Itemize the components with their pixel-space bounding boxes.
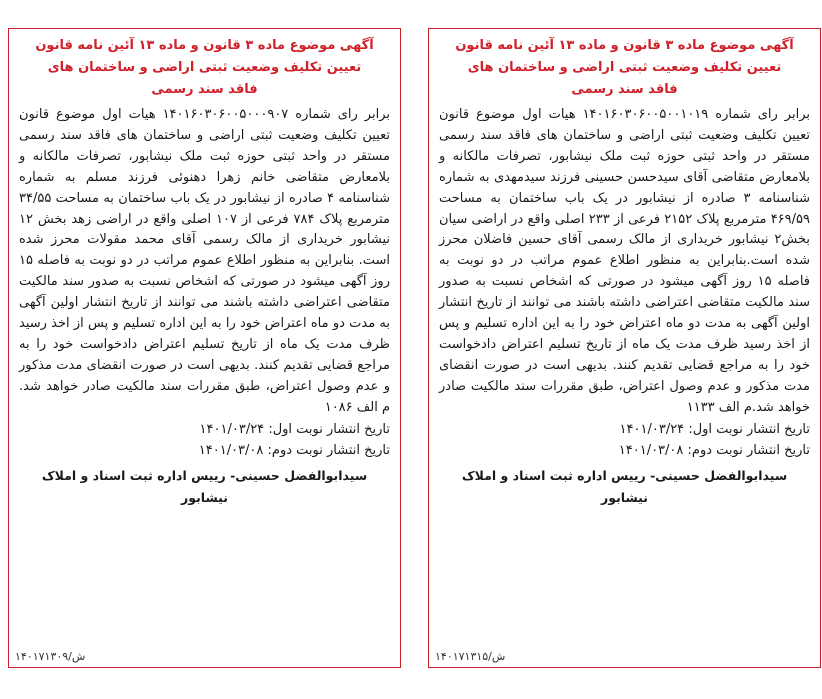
title-line-3: فاقد سند رسمی xyxy=(571,82,678,97)
date-first-label: تاریخ انتشار نوبت اول: xyxy=(268,421,390,437)
notice-body: برابر رای شماره ۱۴۰۱۶۰۳۰۶۰۰۵۰۰۱۰۱۹ هیات اول موضوع قانون تعیین تکلیف وضعیت ثبتی اراضی و ساختمان های فاقد سند رسمی مستقر در واحد ثبتی حوزه ثبت ملک نیشابور، تصرفات مالکانه و بلامعارض متقاضی آقای سیدحسن حسینی فرزند سیدمهدی به شماره شناسنامه ۳ صادره از نیشابور در یک باب ساختمان به مساحت ۴۶۹/۵۹ مترمربع پلاک ۲۱۵۲ فرعی از ۲۳۳ اصلی واقع در اراضی سیان بخش۲ نیشابور خریداری از مالک رسمی آقای حسین فاضلان محرز شده است.بنابراین به منظور اطلاع عموم مراتب در دو نوبت به فاصله ۱۵ روز آگهی میشود در صورتی که اشخاص نسبت به صدور سند مالکیت متقاضی اعتراضی داشته باشند می توانند از تاریخ انتشار اولین آگهی به مدت دو ماه اعتراض خود را به این اداره تسلیم و پس از اخذ رسید ظرف مدت یک ماه از تاریخ تسلیم اعتراض دادخواست خود را به مراجع قضایی تقدیم کنند. بدیهی است در صورت انقضای مدت مذکور و عدم وصول اعتراض، طبق مقررات سند مالکیت صادر خواهد شد.م الف ۱۱۳۳ xyxy=(439,107,810,415)
signature: سیدابوالفضل حسینی- رییس اداره ثبت اسناد و املاک نیشابور xyxy=(461,467,788,505)
date-second-row xyxy=(439,440,810,461)
date-first-value: ۱۴۰۱/۰۳/۲۴ xyxy=(619,421,685,437)
title-line-1: آگهی موضوع ماده ۳ قانون و ماده ۱۳ آئین نامه قانون xyxy=(455,38,794,53)
notice-code: ۱۴۰۱۷۱۳۱۵/ش xyxy=(435,650,506,663)
title-line-1: آگهی موضوع ماده ۳ قانون و ماده ۱۳ آئین نامه قانون xyxy=(35,38,374,53)
notice-code: ۱۴۰۱۷۱۳۰۹/ش xyxy=(15,650,86,663)
date-first-label: تاریخ انتشار نوبت اول: xyxy=(688,421,810,437)
date-second-value: ۱۴۰۱/۰۳/۰۸ xyxy=(198,442,264,458)
signature: سیدابوالفضل حسینی- رییس اداره ثبت اسناد و املاک نیشابور xyxy=(41,467,368,505)
notice-left xyxy=(8,28,401,668)
date-second-label: تاریخ انتشار نوبت دوم: xyxy=(687,442,810,458)
date-second-value: ۱۴۰۱/۰۳/۰۸ xyxy=(618,442,684,458)
title-line-2: تعیین تکلیف وضعیت ثبتی اراضی و ساختمان های xyxy=(467,60,782,75)
date-first-value: ۱۴۰۱/۰۳/۲۴ xyxy=(199,421,265,437)
notice-body: برابر رای شماره ۱۴۰۱۶۰۳۰۶۰۰۵۰۰۰۹۰۷ هیات اول موضوع قانون تعیین تکلیف وضعیت ثبتی اراضی و ساختمان های فاقد سند رسمی مستقر در واحد ثبتی حوزه ثبت ملک نیشابور، تصرفات مالکانه و بلامعارض متقاضی خانم زهرا دهنوئی فرزند مسلم به شماره شناسنامه ۴ صادره از نیشابور در یک باب ساختمان به مساحت ۳۴/۵۵ مترمربع پلاک ۷۸۴ فرعی از ۱۰۷ اصلی واقع در اراضی زهد بخش ۱۲ نیشابور خریداری از مالک رسمی آقای محمد مقولات محرز شده است. بنابراین به منظور اطلاع عموم مراتب در دو نوبت به فاصله ۱۵ روز آگهی میشود در صورتی که اشخاص نسبت به صدور سند مالکیت متقاضی اعتراضی داشته باشند می توانند از تاریخ انتشار اولین آگهی به مدت دو ماه اعتراض خود را به این اداره تسلیم و پس از اخذ رسید ظرف مدت یک ماه از تاریخ تسلیم اعتراض دادخواست خود را به مراجع قضایی تقدیم کنند. بدیهی است در صورت انقضای مدت مذکور و عدم وصول اعتراض، طبق مقررات سند مالکیت صادر خواهد شد. م الف ۱۰۸۶ xyxy=(19,107,390,415)
notice-title xyxy=(439,35,810,101)
notice-right xyxy=(428,28,821,668)
date-second-row xyxy=(19,440,390,461)
title-line-2: تعیین تکلیف وضعیت ثبتی اراضی و ساختمان های xyxy=(47,60,362,75)
date-first-row xyxy=(19,419,390,440)
date-second-label: تاریخ انتشار نوبت دوم: xyxy=(267,442,390,458)
date-first-row xyxy=(439,419,810,440)
notice-title xyxy=(19,35,390,101)
title-line-3: فاقد سند رسمی xyxy=(151,82,258,97)
